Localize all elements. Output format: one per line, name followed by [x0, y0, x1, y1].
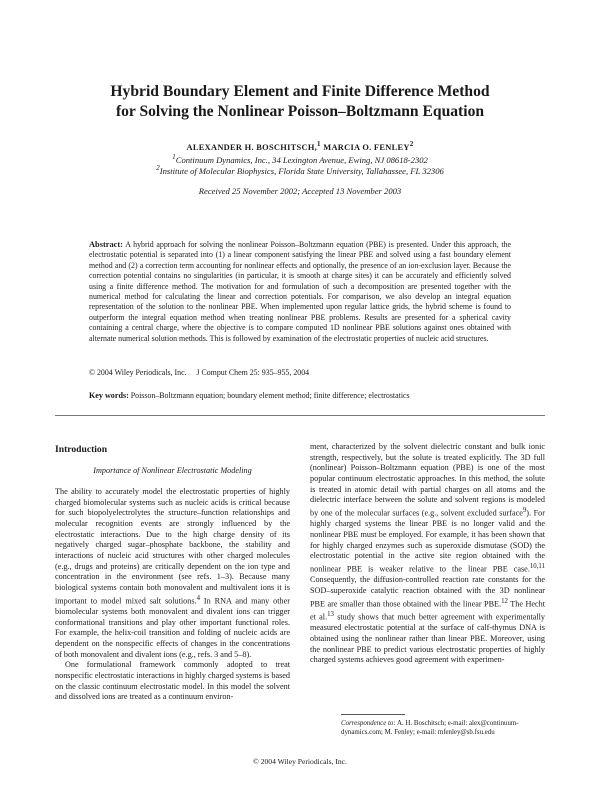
keywords-text: Poisson–Boltzmann equation; boundary element method; finite difference; electrostatics	[130, 391, 410, 400]
left-paragraph-2: One formulational framework commonly adopted to treat nonspecific electrostatic interactions in highly charged systems is based on the classic continuum electrostatic model. In this model the solvent and dissolved ions are treated as a continuum environ-	[55, 660, 290, 702]
affiliation-1-sup: 1	[172, 153, 176, 161]
citation-sup-12: 12	[501, 597, 508, 605]
right-column	[310, 442, 545, 666]
affiliation-2-text: Institute of Molecular Biophysics, Florida State University, Tallahassee, FL 32306	[159, 165, 444, 176]
author-2-sup: 2	[409, 140, 414, 148]
affiliation-1-text: Continuum Dynamics, Inc., 34 Lexington Avenue, Ewing, NJ 08618-2302	[175, 154, 428, 165]
left-paragraph-1-text: The ability to accurately model the electrostatic properties of highly charged biomolecular systems such as nucleic acids is critical because for such biopolyelectrolytes the structure–function relationships and molecular recognition events are strongly influenced by the electrostatic interactions. Due to the high charge density of its negatively charged sugar–phosphate backbone, the stability and interactions of nucleic acid structures with other charged molecules (e.g., drugs and proteins) are critically dependent on the ion type and concentration in the environment (see refs. 1–3). Because many biological systems contain both monovalent and multivalent ions it is important to model mixed salt solutions.	[55, 487, 290, 606]
abstract-text: A hybrid approach for solving the nonlinear Poisson–Boltzmann equation (PBE) is presented. Under this approach, the electrostatic potential is separated into (1) a linear component satisfying the linear PBE and solved using a fast boundary element method and (2) a correction term accounting for nonlinear effects and optionally, the presence of an ion-exclusion layer. Because the correction potential contains no singularities (in particular, it is smooth at charge sites) it can be accurately and efficiently solved using a finite difference method. The motivation for and formulation of such a decomposition are presented together with the numerical method for calculating the linear and correction potentials. For comparison, we also develop an integral equation representation of the solution to the nonlinear PBE. When implemented upon regular lattice grids, the hybrid scheme is found to outperform the integral equation method when treating nonlinear PBE problems. Results are presented for a spherical cavity containing a central charge, where the objective is to compare computed 1D nonlinear PBE solutions against ones obtained with alternate numerical solution methods. This is followed by examination of the electrostatic properties of nucleic acid structures.	[89, 240, 511, 343]
author-1: ALEXANDER H. BOSCHITSCH,	[186, 142, 318, 152]
introduction-heading: Introduction	[55, 444, 108, 455]
abstract	[89, 240, 511, 344]
right-text-a: ment, characterized by the solvent dielectric constant and bulk ionic strength, respectively, but the solute is treated explicitly. The 3D full (nonlinear) Poisson–Boltzmann equation (PBE) is one of the most popular continuum electrostatic approaches. In this method, the solute is treated in atomic detail with partial charges on all atoms and the dielectric interface between the solute and solvent regions is modeled by one of the molecular surfaces (e.g., solvent excluded surface	[310, 442, 545, 518]
citation-sup-10-11: 10,11	[529, 562, 545, 570]
left-paragraph-1	[55, 487, 290, 660]
right-text-c: Consequently, the diffusion-controlled reaction rate constants for the SOD–superoxide catalytic reaction obtained with the 3D nonlinear PBE are smaller than those obtained with the linear PBE.	[310, 575, 545, 609]
footnote-label: Correspondence to:	[341, 720, 396, 727]
footnote-text: A. H. Boschitsch; e-mail: alex@continuum-dynamics.com; M. Fenley; e-mail: mfenley@sb.fsu.edu	[341, 720, 519, 737]
keywords	[89, 391, 511, 400]
received-dates: Received 25 November 2002; Accepted 13 November 2003	[198, 186, 402, 196]
footnote-divider	[341, 714, 405, 715]
author-2: MARCIA O. FENLEY	[323, 142, 410, 152]
paper-title	[60, 82, 540, 122]
title-line-1: Hybrid Boundary Element and Finite Difference Method	[110, 83, 490, 100]
citation-sup-13: 13	[327, 611, 334, 619]
title-line-2: for Solving the Nonlinear Poisson–Boltzmann Equation	[115, 103, 485, 120]
correspondence-footnote	[341, 719, 545, 737]
section-divider	[55, 415, 545, 416]
introduction-subheading: Importance of Nonlinear Electrostatic Modeling	[93, 466, 252, 475]
right-text-e: study shows that much better agreement with experimentally measured electrostatic potential at the surface of calf-thymus DNA is obtained using the nonlinear rather than linear PBE. Moreover, using the nonlinear PBE to predict various electrostatic properties of highly charged systems achieves good agreement with experimen-	[310, 612, 545, 665]
keywords-label: Key words:	[89, 391, 129, 400]
left-paragraph-1-tail: In RNA and many other biomolecular systems both monovalent and divalent ions can trigger conformational transitions and play other important functional roles. For example, the helix-coil transition and folding of nucleic acids are dependent on the nonspecific effects of changes in the concentrations of both monovalent and divalent ions (e.g., refs. 3 and 5–8).	[55, 596, 290, 659]
copyright-citation: © 2004 Wiley Periodicals, Inc. J Comput Chem 25: 935–955, 2004	[89, 368, 310, 377]
citation-sup-9: 9	[522, 506, 527, 514]
abstract-label: Abstract:	[89, 240, 123, 249]
author-1-sup: 1	[317, 140, 321, 148]
right-paragraph-1	[310, 442, 545, 666]
affiliation-2	[60, 163, 540, 177]
right-text-b: ). For highly charged systems the linear PBE is no longer valid and the nonlinear PBE must be employed. For example, it has been shown that for highly charged enzymes such as superoxide dismutase (SOD) the electrostatic potential in the active site region obtained with the nonlinear PBE is weaker relative to the linear PBE case.	[310, 508, 545, 574]
right-text-d: The Hecht et al.	[310, 599, 545, 622]
citation-sup-4: 4	[196, 594, 201, 602]
left-column	[55, 487, 290, 703]
author-list	[60, 140, 540, 152]
page-footer: © 2004 Wiley Periodicals, Inc.	[253, 757, 347, 766]
affiliation-2-sup: 2	[156, 164, 160, 172]
